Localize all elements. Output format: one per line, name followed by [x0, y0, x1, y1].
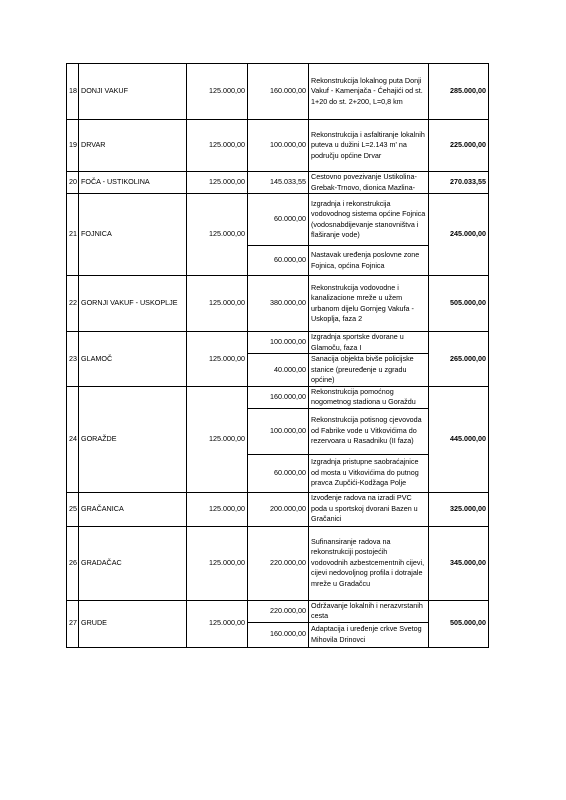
- municipality-name: DONJI VAKUF: [79, 64, 187, 120]
- project-amount: 60.000,00: [248, 454, 309, 492]
- municipality-name: FOČA - USTIKOLINA: [79, 172, 187, 194]
- project-description: Rekonstrukcija potisnog cjevovoda od Fabrike vode u Vitkovićima do rezervoara u Rasadniku (II faza): [309, 408, 429, 454]
- row-number: 24: [67, 386, 79, 492]
- project-amount: 160.000,00: [248, 64, 309, 120]
- row-number: 27: [67, 600, 79, 647]
- table-row: [67, 194, 489, 246]
- project-description: Rekonstrukcija lokalnog puta Donji Vakuf - Kamenjača - Ćehajići od st. 1+20 do st. 2+200, L=0,8 km: [309, 64, 429, 120]
- municipality-name: GRADAČAC: [79, 526, 187, 600]
- project-description: Rekonstrukcija i asfaltiranje lokalnih puteva u dužini L=2.143 m' na području općine Drvar: [309, 120, 429, 172]
- table-row: [67, 276, 489, 332]
- row-number: 26: [67, 526, 79, 600]
- row-number: 23: [67, 332, 79, 387]
- row-number: 18: [67, 64, 79, 120]
- table-row: [67, 386, 489, 408]
- row-number: 19: [67, 120, 79, 172]
- project-description: Održavanje lokalnih i nerazvrstanih cesta: [309, 600, 429, 622]
- row-number: 22: [67, 276, 79, 332]
- municipality-name: GORAŽDE: [79, 386, 187, 492]
- project-description: Izgradnja pristupne saobraćajnice od mosta u Vitkovićima do putnog pravca Zupčići-Kodžaga Polje: [309, 454, 429, 492]
- total-amount: 445.000,00: [429, 386, 489, 492]
- total-amount: 505.000,00: [429, 600, 489, 647]
- project-amount: 160.000,00: [248, 622, 309, 647]
- base-amount: 125.000,00: [187, 386, 248, 492]
- total-amount: 505.000,00: [429, 276, 489, 332]
- project-description: Nastavak uređenja poslovne zone Fojnica, općina Fojnica: [309, 246, 429, 276]
- row-number: 20: [67, 172, 79, 194]
- total-amount: 270.033,55: [429, 172, 489, 194]
- table-row: [67, 492, 489, 526]
- base-amount: 125.000,00: [187, 526, 248, 600]
- project-amount: 100.000,00: [248, 408, 309, 454]
- project-description: Adaptacija i uređenje crkve Svetog Mihovila Drinovci: [309, 622, 429, 647]
- base-amount: 125.000,00: [187, 64, 248, 120]
- total-amount: 225.000,00: [429, 120, 489, 172]
- table-row: [67, 172, 489, 194]
- table-row: [67, 526, 489, 600]
- total-amount: 265.000,00: [429, 332, 489, 387]
- allocation-table: [66, 63, 489, 648]
- project-amount: 380.000,00: [248, 276, 309, 332]
- municipality-name: DRVAR: [79, 120, 187, 172]
- project-description: Rekonstrukcija vodovodne i kanalizacione mreže u užem urbanom dijelu Gornjeg Vakufa - Uskoplja, faza 2: [309, 276, 429, 332]
- municipality-name: GRUDE: [79, 600, 187, 647]
- project-amount: 220.000,00: [248, 526, 309, 600]
- table-row: [67, 64, 489, 120]
- municipality-name: GLAMOČ: [79, 332, 187, 387]
- base-amount: 125.000,00: [187, 600, 248, 647]
- row-number: 25: [67, 492, 79, 526]
- project-amount: 200.000,00: [248, 492, 309, 526]
- total-amount: 245.000,00: [429, 194, 489, 276]
- project-description: Izgradnja i rekonstrukcija vodovodnog sistema općine Fojnica (vodosnabdijevanje stanovništva i flaširanje vode): [309, 194, 429, 246]
- base-amount: 125.000,00: [187, 332, 248, 387]
- table-row: [67, 120, 489, 172]
- base-amount: 125.000,00: [187, 172, 248, 194]
- project-description: Cestovno povezivanje Ustikolina-Grebak-Trnovo, dionica Mazlina-: [309, 172, 429, 194]
- base-amount: 125.000,00: [187, 492, 248, 526]
- municipality-name: FOJNICA: [79, 194, 187, 276]
- project-description: Sanacija objekta bivše policijske stanice (preuređenje u zgradu općine): [309, 354, 429, 387]
- project-description: Izgradnja sportske dvorane u Glamoču, faza I: [309, 332, 429, 354]
- project-amount: 100.000,00: [248, 332, 309, 354]
- table-row: [67, 600, 489, 622]
- total-amount: 325.000,00: [429, 492, 489, 526]
- project-amount: 40.000,00: [248, 354, 309, 387]
- municipality-name: GRAČANICA: [79, 492, 187, 526]
- municipality-name: GORNJI VAKUF - USKOPLJE: [79, 276, 187, 332]
- table-row: [67, 332, 489, 354]
- total-amount: 285.000,00: [429, 64, 489, 120]
- base-amount: 125.000,00: [187, 276, 248, 332]
- base-amount: 125.000,00: [187, 194, 248, 276]
- allocation-table-body: [67, 64, 489, 648]
- project-description: Sufinansiranje radova na rekonstrukciji postojećih vodovodnih azbestcementnih cijevi, cijevi nedovoljnog profila i dotrajale mreže u Gradačcu: [309, 526, 429, 600]
- project-amount: 100.000,00: [248, 120, 309, 172]
- total-amount: 345.000,00: [429, 526, 489, 600]
- project-amount: 220.000,00: [248, 600, 309, 622]
- row-number: 21: [67, 194, 79, 276]
- project-description: Izvođenje radova na izradi PVC poda u sportskoj dvorani Bazen u Gračanici: [309, 492, 429, 526]
- project-amount: 145.033,55: [248, 172, 309, 194]
- project-amount: 60.000,00: [248, 194, 309, 246]
- project-amount: 160.000,00: [248, 386, 309, 408]
- project-description: Rekonstrukcija pomoćnog nogometnog stadiona u Goraždu: [309, 386, 429, 408]
- base-amount: 125.000,00: [187, 120, 248, 172]
- project-amount: 60.000,00: [248, 246, 309, 276]
